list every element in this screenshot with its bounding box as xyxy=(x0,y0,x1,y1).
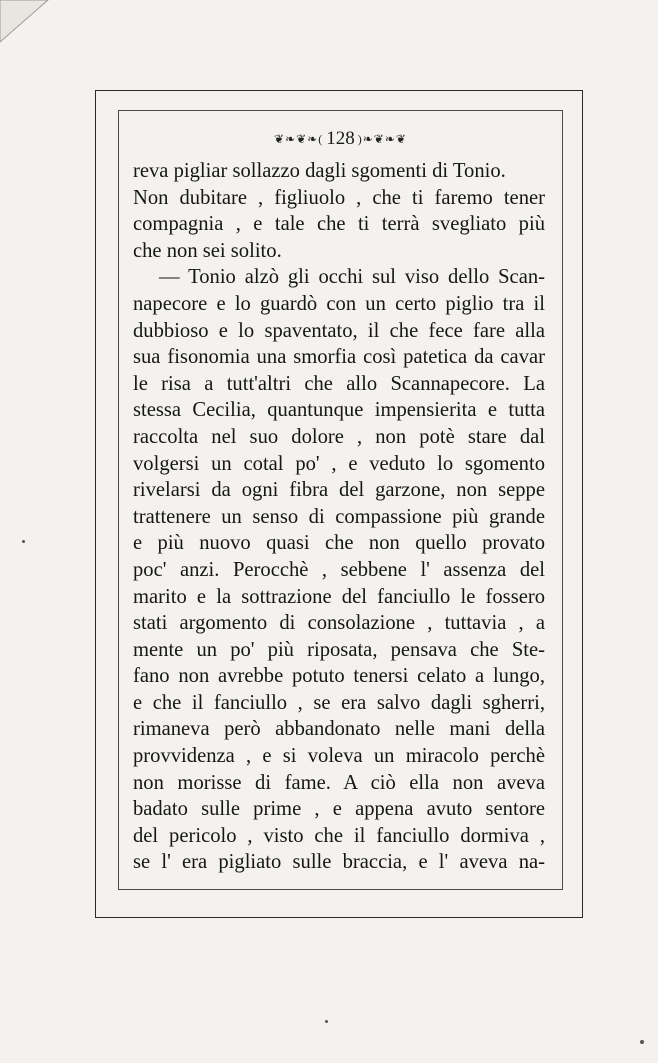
text-line: volgersi un cotal po' , e veduto lo sgomento xyxy=(133,452,545,475)
text-line: del pericolo , visto che il fanciullo dormiva , xyxy=(133,824,545,847)
folded-corner-mark xyxy=(0,0,60,60)
text-line: badato sulle prime , e appena avuto sentore xyxy=(133,798,545,821)
page-number: 128 xyxy=(326,128,355,149)
ornament-left: ❦❧❦❧( xyxy=(274,131,324,146)
text-line: le risa a tutt'altri che allo Scannapecore. La xyxy=(133,372,545,395)
speck-mark xyxy=(640,1040,644,1044)
text-line: stessa Cecilia, quantunque impensierita e tutta xyxy=(133,399,545,422)
text-line: sua fisonomia una smorfia così patetica da cavar xyxy=(133,346,545,369)
text-line: compagnia , e tale che ti terrà svegliato più xyxy=(133,213,545,236)
text-line: raccolta nel suo dolore , non potè stare dal xyxy=(133,425,545,448)
text-line: non morisse di fame. A ciò ella non aveva xyxy=(133,771,545,794)
text-line: stati argomento di consolazione , tuttavia , a xyxy=(133,612,545,635)
body-text xyxy=(133,158,545,876)
text-line: e che il fanciullo , se era salvo dagli sgherri, xyxy=(133,691,545,714)
text-line: — Tonio alzò gli occhi sul viso dello Scan- xyxy=(159,266,545,289)
text-line: trattenere un senso di compassione più grande xyxy=(133,505,545,528)
speck-mark xyxy=(325,1020,328,1023)
page-header xyxy=(118,124,563,154)
text-line: provvidenza , e si voleva un miracolo perchè xyxy=(133,745,545,768)
text-line: mente un po' più riposata, pensava che Ste- xyxy=(133,638,545,661)
text-line: se l' era pigliato sulle braccia, e l' aveva na- xyxy=(133,851,545,874)
text-line: Non dubitare , figliuolo , che ti faremo tener xyxy=(133,186,545,209)
text-line: rimaneva però abbandonato nelle mani della xyxy=(133,718,545,741)
text-line: dubbioso e lo spaventato, il che fece fare alla xyxy=(133,319,545,342)
text-line: fano non avrebbe potuto tenersi celato a lungo, xyxy=(133,665,545,688)
text-line: reva pigliar sollazzo dagli sgomenti di Tonio. xyxy=(133,160,506,182)
text-line: napecore e lo guardò con un certo piglio tra il xyxy=(133,292,545,315)
text-line: poc' anzi. Perocchè , sebbene l' assenza del xyxy=(133,558,545,581)
text-line: e più nuovo quasi che non quello provato xyxy=(133,532,545,555)
speck-mark xyxy=(22,540,25,543)
text-line: rivelarsi da ogni fibra del garzone, non seppe xyxy=(133,479,545,502)
text-line: marito e la sottrazione del fanciullo le fossero xyxy=(133,585,545,608)
text-line: che non sei solito. xyxy=(133,239,282,262)
ornament-right: )❧❦❧❦ xyxy=(357,131,407,146)
